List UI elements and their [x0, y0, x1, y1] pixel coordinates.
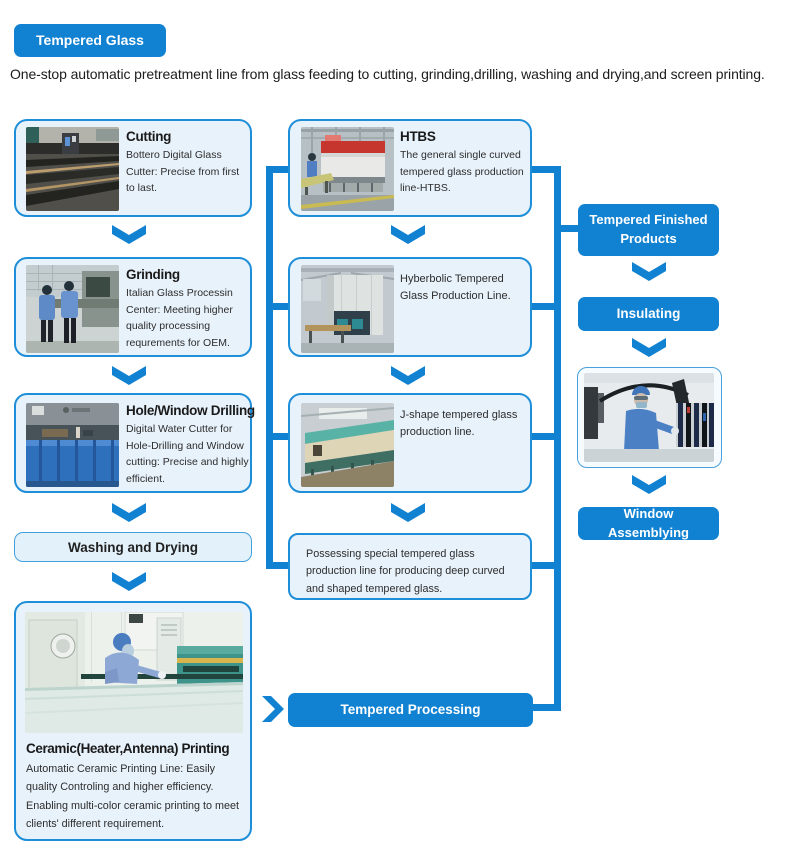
right-bracket-line [554, 166, 561, 711]
arrow-down-icon [112, 366, 146, 385]
hyperbolic-photo [301, 265, 394, 353]
arrow-down-icon [632, 338, 666, 357]
window-assembling-photo [584, 373, 714, 462]
cutting-box [14, 119, 252, 217]
arrow-down-icon [112, 572, 146, 591]
left-stub-jshape [269, 433, 289, 440]
hyperbolic-box [288, 257, 532, 357]
cutting-photo [26, 127, 119, 211]
ceramic-printing-desc-2: Enabling multi-color ceramic printing to meet clients' different requirement. [26, 799, 240, 831]
tempered-glass-badge[interactable]: Tempered Glass [14, 24, 166, 57]
left-bracket-line [266, 166, 273, 569]
grinding-desc: Italian Glass Processin Center: Meeting higher quality processing requrements for OEM. [126, 287, 233, 349]
arrow-down-icon [391, 503, 425, 522]
arrow-down-icon [112, 225, 146, 244]
arrow-down-icon [632, 475, 666, 494]
arrow-down-icon [391, 225, 425, 244]
j-shape-desc: J-shape tempered glass production line. [400, 409, 518, 439]
ceramic-printing-desc-1: Automatic Ceramic Printing Line: Easily quality Controling and higher efficiency. [26, 763, 216, 794]
tempered-finished-products-button[interactable]: Tempered Finished Products [578, 204, 719, 256]
arrow-down-icon [632, 262, 666, 281]
stub-to-finished-products [561, 225, 578, 232]
arrow-down-icon [112, 503, 146, 522]
arrow-right-icon [262, 696, 284, 722]
drilling-box [14, 393, 255, 493]
window-assembling-photo-frame [577, 367, 722, 468]
window-assembling-button[interactable]: Window Assemblying [578, 507, 719, 540]
ceramic-printing-photo [25, 612, 243, 733]
stub-from-tempered-processing [532, 704, 554, 711]
special-line-box [288, 533, 532, 600]
special-line-desc: Possessing special tempered glass production line for producing deep curved and shaped tempered glass. [306, 548, 505, 595]
ceramic-printing-box [14, 601, 252, 841]
j-shape-photo [301, 403, 394, 487]
left-stub-htbs [269, 166, 289, 173]
tempered-processing-button[interactable]: Tempered Processing [288, 693, 533, 727]
htbs-desc: The general single curved tempered glass production line-HTBS. [400, 149, 524, 195]
drilling-title: Hole/Window Drilling [126, 403, 255, 418]
right-stub-htbs [531, 166, 554, 173]
htbs-photo [301, 127, 394, 211]
left-stub-special [269, 562, 289, 569]
cutting-title: Cutting [126, 129, 172, 144]
drilling-desc: Digital Water Cutter for Hole-Drilling and Window cutting: Precise and highly efficient. [126, 423, 249, 485]
cutting-desc: Bottero Digital Glass Cutter: Precise from first to last. [126, 149, 240, 195]
right-stub-jshape [531, 433, 554, 440]
htbs-title: HTBS [400, 129, 436, 144]
right-stub-special [531, 562, 554, 569]
j-shape-box [288, 393, 532, 493]
washing-drying-box: Washing and Drying [14, 532, 252, 562]
right-stub-hyperbolic [531, 303, 554, 310]
ceramic-printing-title: Ceramic(Heater,Antenna) Printing [26, 741, 230, 756]
grinding-photo [26, 265, 119, 353]
htbs-box [288, 119, 532, 217]
grinding-box [14, 257, 252, 357]
page-subtitle: One-stop automatic pretreatment line from glass feeding to cutting, grinding,drilling, washing and drying,and screen printing. [10, 66, 765, 82]
drilling-photo [26, 403, 119, 487]
grinding-title: Grinding [126, 267, 180, 282]
left-stub-hyperbolic [269, 303, 289, 310]
insulating-button[interactable]: Insulating [578, 297, 719, 331]
arrow-down-icon [391, 366, 425, 385]
hyperbolic-desc: Hyberbolic Tempered Glass Production Line. [400, 273, 511, 303]
